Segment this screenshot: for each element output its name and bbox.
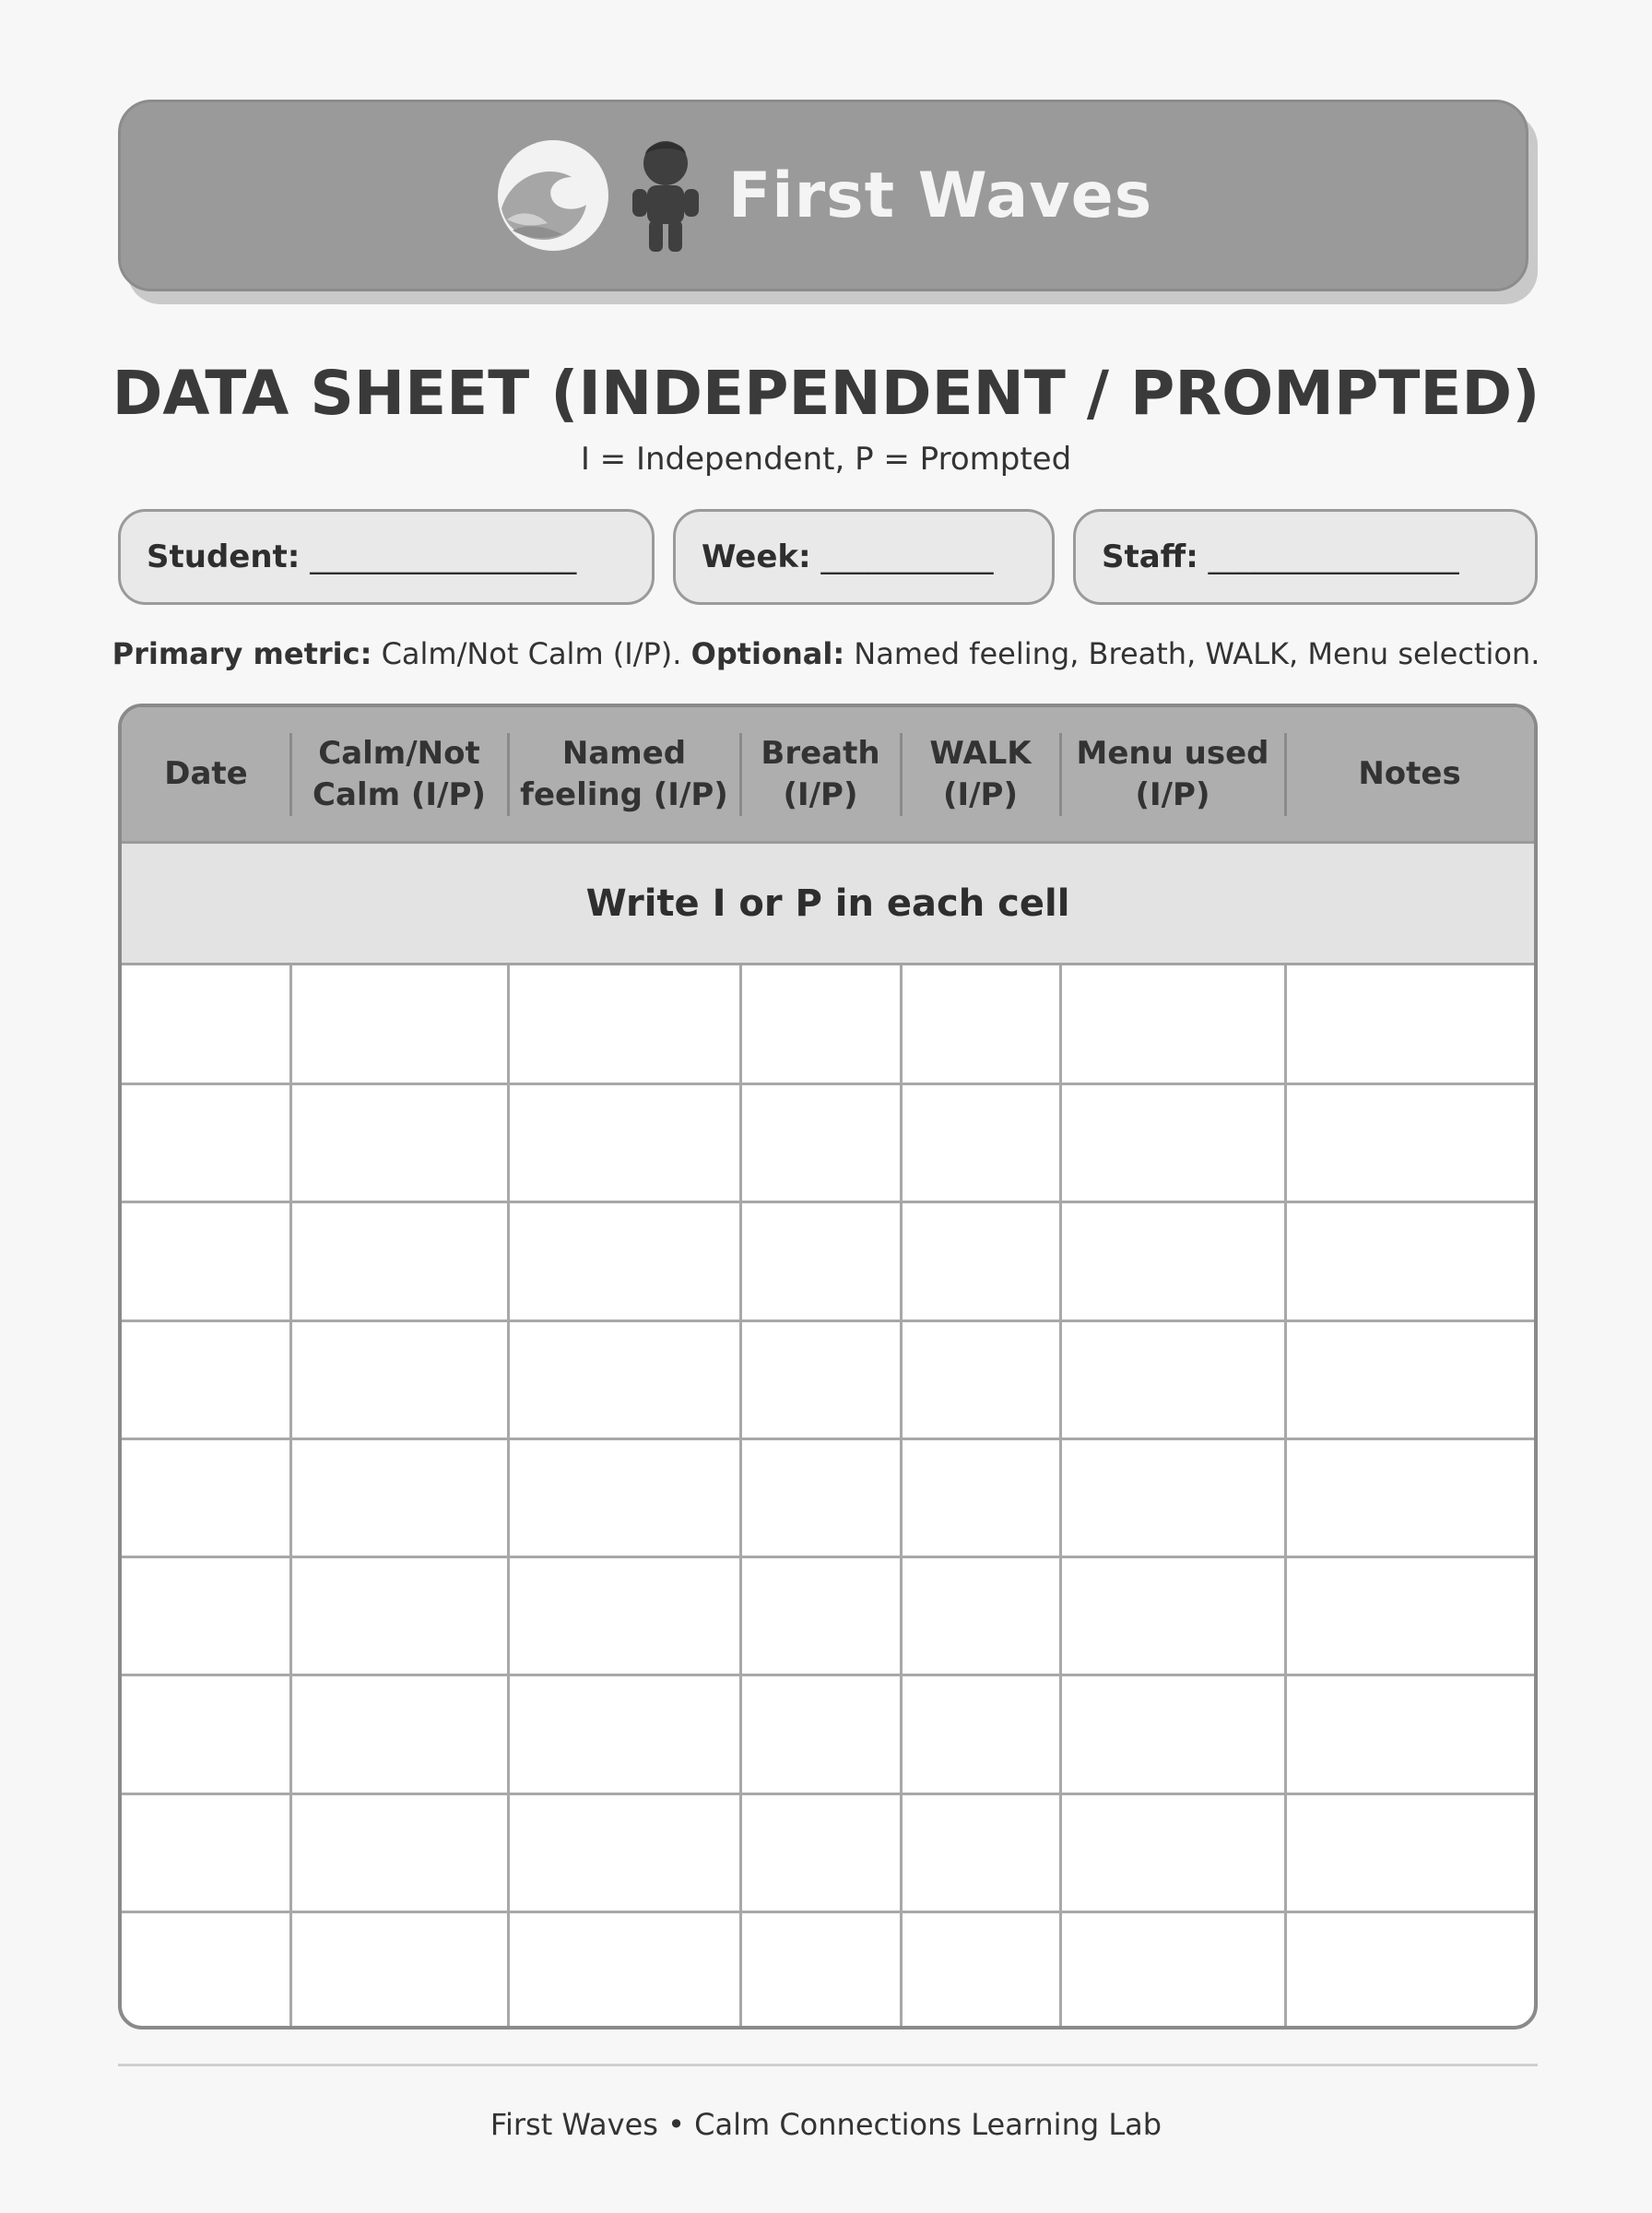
student-label: Student:: [147, 538, 301, 575]
child-figure-icon: [627, 136, 704, 255]
table-cell[interactable]: [1060, 1083, 1285, 1201]
legend-note: I = Independent, P = Prompted: [580, 441, 1072, 478]
table-cell[interactable]: [290, 1438, 508, 1556]
table-cell[interactable]: [1285, 1320, 1534, 1438]
table-cell[interactable]: [740, 1911, 901, 2030]
footer-divider: [118, 2064, 1538, 2066]
table-cell[interactable]: [122, 1201, 290, 1320]
header-separator: [289, 733, 292, 816]
col-named-feeling-label: Named feeling (I/P): [520, 735, 728, 813]
header-separator: [1284, 733, 1287, 816]
table-cell[interactable]: [901, 1793, 1060, 1911]
page-title: DATA SHEET (INDEPENDENT / PROMPTED): [112, 358, 1540, 429]
table-cell[interactable]: [1060, 1675, 1285, 1793]
week-blank: ___________: [820, 538, 994, 575]
table-cell[interactable]: [740, 1320, 901, 1438]
table-cell[interactable]: [290, 1083, 508, 1201]
table-cell[interactable]: [1060, 1438, 1285, 1556]
table-cell[interactable]: [740, 1201, 901, 1320]
col-breath-label: Breath (I/P): [761, 735, 880, 813]
optional-label: Optional:: [690, 636, 845, 671]
table-cell[interactable]: [508, 1911, 740, 2030]
table-cell[interactable]: [901, 1556, 1060, 1675]
table-cell[interactable]: [290, 1556, 508, 1675]
brand-name: First Waves: [727, 159, 1153, 232]
col-menu-used-label: Menu used (I/P): [1076, 735, 1269, 813]
wave-logo-icon: [494, 136, 612, 254]
table-cell[interactable]: [122, 1556, 290, 1675]
table-header: [122, 707, 1534, 844]
table-cell[interactable]: [508, 1201, 740, 1320]
instruction-row: Write I or P in each cell: [122, 844, 1534, 965]
table-body: [122, 965, 1534, 2030]
col-notes-label: Notes: [1358, 755, 1461, 793]
info-fields: [0, 509, 1652, 607]
week-label: Week:: [702, 538, 811, 575]
col-calm-label: Calm/Not Calm (I/P): [313, 735, 486, 813]
week-field[interactable]: [673, 509, 1055, 605]
table-cell[interactable]: [122, 1083, 290, 1201]
header-separator: [739, 733, 742, 816]
table-cell[interactable]: [122, 1320, 290, 1438]
header-separator: [1059, 733, 1062, 816]
table-cell[interactable]: [740, 1793, 901, 1911]
table-cell[interactable]: [290, 1201, 508, 1320]
table-cell[interactable]: [740, 1675, 901, 1793]
footer: First Waves • Calm Connections Learning Lab: [490, 2107, 1162, 2142]
table-cell[interactable]: [508, 1438, 740, 1556]
col-menu-used-header: [1060, 707, 1285, 841]
table-cell[interactable]: [740, 1556, 901, 1675]
table-cell[interactable]: [740, 1083, 901, 1201]
data-table: [118, 704, 1538, 2030]
table-cell[interactable]: [1285, 1793, 1534, 1911]
col-walk-header: [901, 707, 1060, 841]
table-cell[interactable]: [290, 1320, 508, 1438]
table-cell[interactable]: [290, 1675, 508, 1793]
primary-metric-text: Calm/Not Calm (I/P).: [381, 636, 682, 671]
table-cell[interactable]: [290, 1793, 508, 1911]
table-cell[interactable]: [122, 965, 290, 1083]
table-cell[interactable]: [740, 1438, 901, 1556]
table-cell[interactable]: [740, 965, 901, 1083]
table-cell[interactable]: [901, 1201, 1060, 1320]
table-cell[interactable]: [1060, 1201, 1285, 1320]
table-cell[interactable]: [508, 1556, 740, 1675]
table-cell[interactable]: [508, 1793, 740, 1911]
student-blank: _________________: [310, 538, 577, 575]
table-cell[interactable]: [1285, 1083, 1534, 1201]
col-breath-header: [740, 707, 901, 841]
table-cell[interactable]: [1285, 1911, 1534, 2030]
brand-logo: [494, 136, 1152, 255]
table-cell[interactable]: [901, 1083, 1060, 1201]
header-separator: [507, 733, 510, 816]
staff-field[interactable]: [1073, 509, 1538, 605]
table-cell[interactable]: [1060, 1793, 1285, 1911]
col-date-header: [122, 707, 290, 841]
col-notes-header: [1285, 707, 1534, 841]
table-cell[interactable]: [1060, 965, 1285, 1083]
table-cell[interactable]: [508, 1675, 740, 1793]
table-cell[interactable]: [901, 1675, 1060, 1793]
table-cell[interactable]: [901, 965, 1060, 1083]
staff-blank: ________________: [1208, 538, 1459, 575]
table-cell[interactable]: [1060, 1556, 1285, 1675]
table-cell[interactable]: [901, 1911, 1060, 2030]
student-field[interactable]: [118, 509, 655, 605]
primary-metric-label: Primary metric:: [112, 636, 372, 671]
table-cell[interactable]: [122, 1675, 290, 1793]
col-calm-header: [290, 707, 508, 841]
table-cell[interactable]: [290, 1911, 508, 2030]
col-date-label: Date: [164, 755, 248, 793]
table-cell[interactable]: [122, 1911, 290, 2030]
header-separator: [900, 733, 903, 816]
table-cell[interactable]: [1285, 965, 1534, 1083]
staff-label: Staff:: [1102, 538, 1198, 575]
table-cell[interactable]: [508, 1320, 740, 1438]
table-cell[interactable]: [1060, 1320, 1285, 1438]
table-cell[interactable]: [901, 1438, 1060, 1556]
table-cell[interactable]: [122, 1793, 290, 1911]
table-cell[interactable]: [901, 1320, 1060, 1438]
table-cell[interactable]: [1285, 1556, 1534, 1675]
table-cell[interactable]: [122, 1438, 290, 1556]
table-cell[interactable]: [1060, 1911, 1285, 2030]
table-cell[interactable]: [508, 965, 740, 1083]
table-cell[interactable]: [1285, 1675, 1534, 1793]
brand-banner: [118, 100, 1528, 291]
metric-note: [0, 636, 1652, 671]
table-cell[interactable]: [508, 1083, 740, 1201]
col-named-feeling-header: [508, 707, 740, 841]
col-walk-label: WALK (I/P): [929, 735, 1032, 813]
optional-text: Named feeling, Breath, WALK, Menu selection.: [854, 636, 1540, 671]
table-cell[interactable]: [1285, 1201, 1534, 1320]
table-cell[interactable]: [1285, 1438, 1534, 1556]
table-cell[interactable]: [290, 965, 508, 1083]
